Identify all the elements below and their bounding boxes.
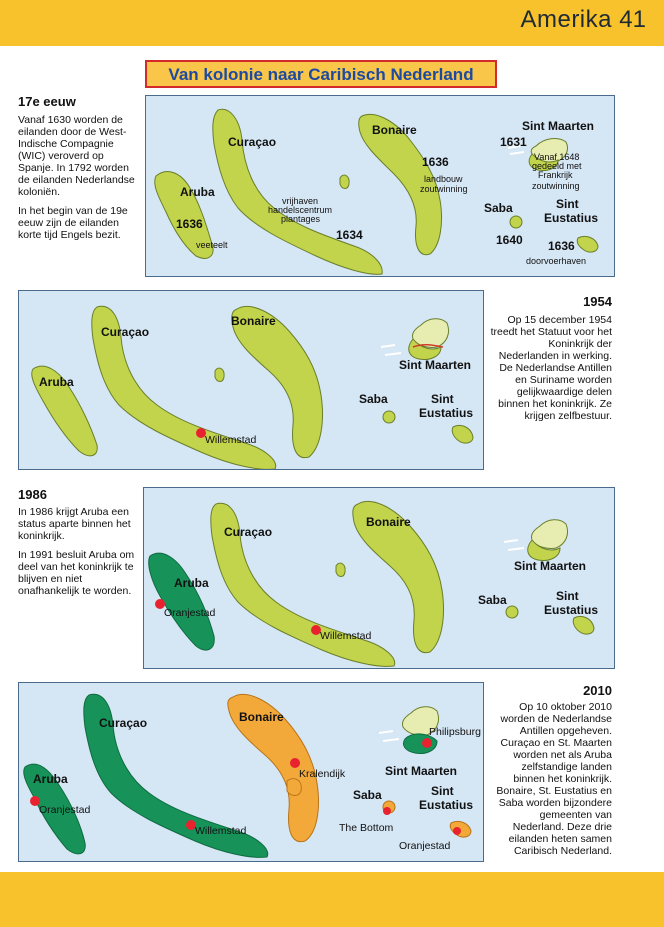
island-sint-eustatius xyxy=(577,236,598,252)
island-sint-maarten xyxy=(504,520,568,561)
heading-1986: 1986 xyxy=(18,487,47,502)
label-curacao-note-1: vrijhaven xyxy=(282,196,319,206)
text-17e-eeuw xyxy=(18,114,140,248)
island-sint-eustatius xyxy=(450,821,471,837)
label-eustatius: Eustatius xyxy=(419,798,474,812)
capital-dot-oranjestad-eustatius xyxy=(453,827,461,835)
label-oranjestad: Oranjestad xyxy=(39,804,91,816)
page-number: 41 xyxy=(619,6,646,33)
paragraph: In het begin van de 19e eeuw zijn de eilanden korte tijd Engels bezit. xyxy=(18,205,128,241)
label-sint-maarten: Sint Maarten xyxy=(522,119,595,133)
page-title: Van kolonie naar Caribisch Nederland xyxy=(168,65,474,84)
label-sint-maarten-year: 1631 xyxy=(500,135,527,149)
paragraph: Op 15 december 1954 treedt het Statuut voor het Koninkrijk der Nederlanden in werking. De Nederlandse Antillen en Suriname worden gelijkwaardige delen binnen het koninkrijk. Ze krijgen zelfbestuur. xyxy=(490,314,612,422)
map-1986 xyxy=(143,487,615,669)
paragraph: In 1986 krijgt Aruba een status aparte binnen het koninkrijk. xyxy=(18,506,131,542)
label-curacao-note-3: plantages xyxy=(281,214,321,224)
island-sint-maarten xyxy=(381,319,449,360)
footer-band xyxy=(0,872,664,927)
label-curacao: Curaçao xyxy=(224,525,273,539)
label-bonaire: Bonaire xyxy=(239,710,284,724)
text-1954 xyxy=(490,314,612,429)
label-eustatius-year: 1636 xyxy=(548,239,575,253)
island-sint-eustatius xyxy=(573,616,594,634)
paragraph: Vanaf 1630 worden de eilanden door de West-Indische Compagnie (WIC) veroverd op Spanje. In 1792 worden de eilanden Nederlandse koloniën. xyxy=(18,114,135,198)
map-2010 xyxy=(18,682,484,862)
capital-dot-the-bottom xyxy=(383,807,391,815)
label-eustatius: Eustatius xyxy=(544,603,599,617)
label-aruba-year: 1636 xyxy=(176,217,203,231)
label-oranjestad: Oranjestad xyxy=(164,607,216,619)
label-sint-maarten-note-4: zoutwinning xyxy=(532,181,580,191)
label-sint-maarten: Sint Maarten xyxy=(514,559,587,573)
island-saba xyxy=(510,216,522,228)
island-sint-eustatius xyxy=(452,425,473,443)
text-1986 xyxy=(18,506,140,604)
paragraph: Op 10 oktober 2010 worden de Nederlandse Antillen opgeheven. Curaçao en St. Maarten worden net als Aruba zelfstandige landen binnen het koninkrijk. Bonaire, St. Eustatius en Saba worden bijzondere gemeenten van Nederland. Deze drie eilanden heten samen Caribisch Nederland. xyxy=(496,701,612,857)
label-aruba: Aruba xyxy=(33,772,68,786)
label-saba-year: 1640 xyxy=(496,233,523,247)
label-bonaire: Bonaire xyxy=(231,314,276,328)
label-sint-maarten: Sint Maarten xyxy=(385,764,458,778)
map-17e-eeuw xyxy=(145,95,615,277)
text-2010 xyxy=(490,701,612,864)
label-aruba-note: veeteelt xyxy=(196,240,228,250)
label-bonaire: Bonaire xyxy=(372,123,417,137)
label-sint-maarten-note-2: gedeeld met xyxy=(532,161,582,171)
page-title-box xyxy=(145,60,497,88)
label-bonaire-note-1: landbouw xyxy=(424,174,463,184)
label-the-bottom: The Bottom xyxy=(339,822,394,834)
label-sint-maarten-note-3: Frankrijk xyxy=(538,170,573,180)
label-aruba: Aruba xyxy=(39,375,74,389)
label-sint: Sint xyxy=(556,197,579,211)
label-bonaire: Bonaire xyxy=(366,515,411,529)
label-sint-maarten: Sint Maarten xyxy=(399,358,472,372)
label-eustatius-note: doorvoerhaven xyxy=(526,256,587,266)
label-willemstad: Willemstad xyxy=(195,825,247,837)
heading-17e-eeuw: 17e eeuw xyxy=(18,94,76,109)
label-oranjestad-eustatius: Oranjestad xyxy=(399,840,451,852)
label-saba: Saba xyxy=(353,788,382,802)
label-saba: Saba xyxy=(478,593,507,607)
label-saba: Saba xyxy=(359,392,388,406)
label-sint-maarten-note-1: Vanaf 1648 xyxy=(534,152,580,162)
label-saba: Saba xyxy=(484,201,513,215)
label-sint: Sint xyxy=(556,589,579,603)
label-curacao: Curaçao xyxy=(99,716,148,730)
label-bonaire-note-2: zoutwinning xyxy=(420,184,468,194)
label-sint: Sint xyxy=(431,784,454,798)
capital-dot-kralendijk xyxy=(290,758,300,768)
label-aruba: Aruba xyxy=(174,576,209,590)
island-saba xyxy=(506,606,518,618)
label-curacao-year: 1634 xyxy=(336,228,363,242)
label-sint: Sint xyxy=(431,392,454,406)
island-saba xyxy=(383,411,395,423)
label-kralendijk: Kralendijk xyxy=(299,768,346,780)
heading-2010: 2010 xyxy=(583,683,612,698)
label-bonaire-year: 1636 xyxy=(422,155,449,169)
paragraph: In 1991 besluit Aruba om deel van het koninkrijk te blijven en niet onafhankelijk te worden. xyxy=(18,549,135,597)
label-philipsburg: Philipsburg xyxy=(429,726,481,738)
chapter-title: Amerika xyxy=(520,6,612,33)
label-aruba: Aruba xyxy=(180,185,215,199)
label-curacao-note-2: handelscentrum xyxy=(268,205,333,215)
capital-dot-philipsburg xyxy=(422,738,432,748)
label-curacao: Curaçao xyxy=(101,325,150,339)
heading-1954: 1954 xyxy=(583,294,612,309)
label-eustatius: Eustatius xyxy=(419,406,474,420)
map-1954 xyxy=(18,290,484,470)
label-willemstad: Willemstad xyxy=(320,630,372,642)
label-curacao: Curaçao xyxy=(228,135,277,149)
label-eustatius: Eustatius xyxy=(544,211,599,225)
label-willemstad: Willemstad xyxy=(205,434,257,446)
